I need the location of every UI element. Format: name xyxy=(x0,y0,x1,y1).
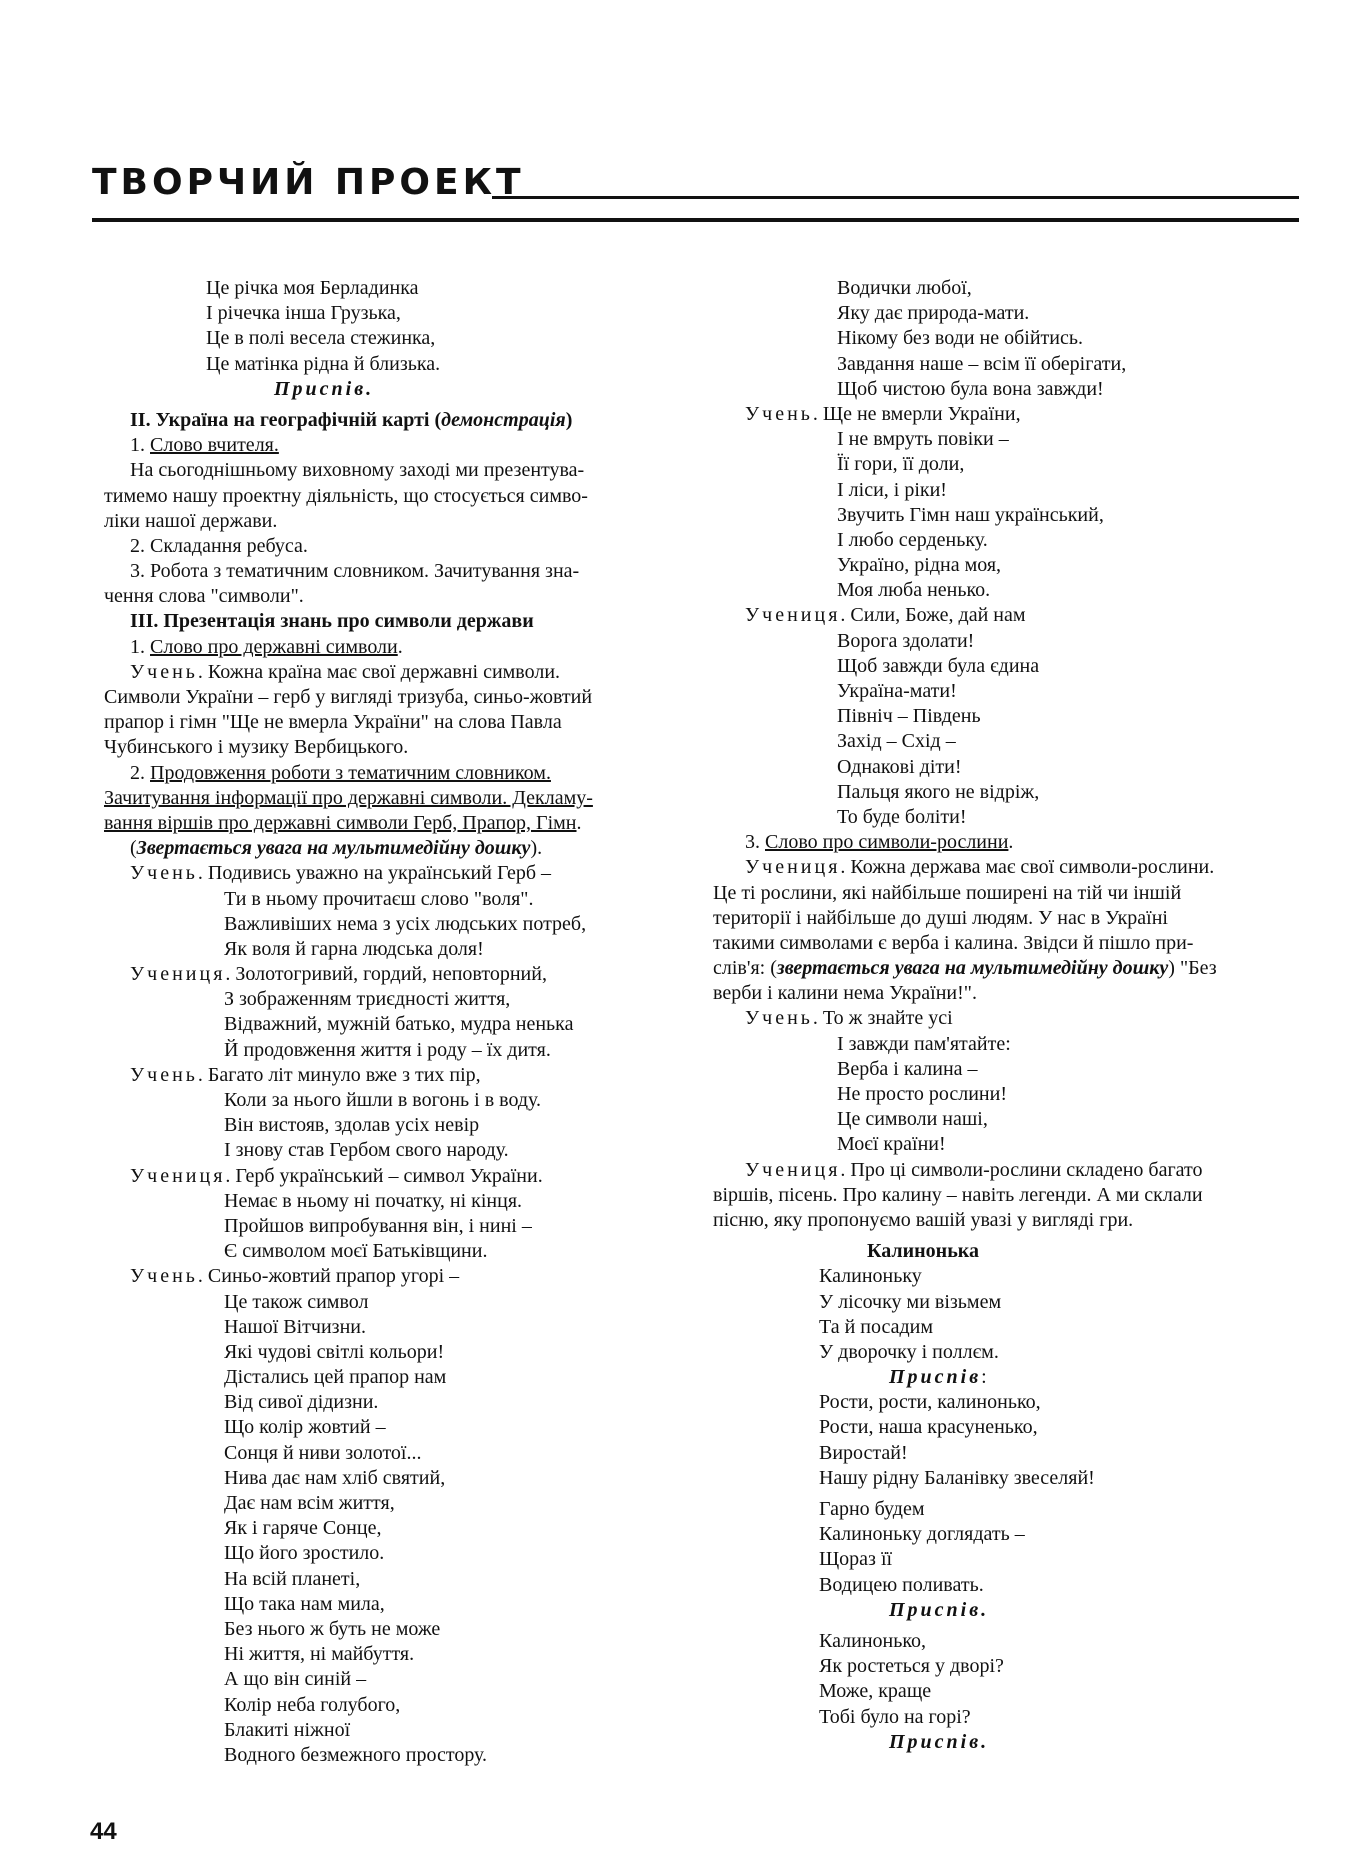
text-run: Верба і калина – xyxy=(837,1057,978,1080)
text-run: Україна-мати! xyxy=(837,680,957,702)
text-line xyxy=(745,1315,1295,1340)
text-line xyxy=(745,1239,1295,1264)
page-header xyxy=(92,160,1299,230)
text-run: Що така нам мила, xyxy=(224,1592,385,1615)
text-run: . Кожна держава має свої символи-рослини. xyxy=(840,856,1215,879)
text-line xyxy=(745,503,1295,528)
text-run: Слово вчителя. xyxy=(150,434,279,457)
text-run: І річечка інша Грузька, xyxy=(206,302,401,325)
text-run: . Багато літ минуло вже з тих пір, xyxy=(197,1063,481,1086)
text-run: Слово про символи-рослини xyxy=(765,831,1009,854)
text-line xyxy=(745,1547,1295,1572)
text-run: Не просто рослини! xyxy=(837,1083,1007,1105)
text-run: 1. xyxy=(130,635,150,658)
text-run: . Ще не вмерли України, xyxy=(812,402,1021,425)
text-line xyxy=(745,1415,1295,1440)
text-line xyxy=(745,1365,1295,1390)
text-run: Рости, наша красуненько, xyxy=(819,1416,1038,1439)
text-run: . Золотогривий, гордий, неповторний, xyxy=(225,963,547,986)
text-run: Учень xyxy=(745,402,813,425)
text-line xyxy=(130,377,680,402)
text-line xyxy=(130,1189,680,1214)
header-rule-thin xyxy=(492,196,1299,199)
text-line xyxy=(745,1107,1295,1132)
text-run: вання віршів про державні символи Герб, Прапор, Гімн xyxy=(104,811,577,834)
text-run: Учениця xyxy=(745,1158,841,1181)
text-line xyxy=(104,786,680,811)
text-line xyxy=(130,1693,680,1718)
text-run: Північ – Південь xyxy=(837,705,981,728)
text-run: ( xyxy=(130,837,137,860)
text-run: Нікому без води не обійтись. xyxy=(837,327,1083,350)
text-line xyxy=(745,1290,1295,1315)
text-run: ). xyxy=(530,837,543,860)
text-line xyxy=(713,1208,1295,1233)
text-line xyxy=(745,326,1295,351)
text-run: Ні життя, ні майбуття. xyxy=(224,1643,415,1666)
text-line xyxy=(745,654,1295,679)
text-line xyxy=(130,887,680,912)
text-run: Щораз її xyxy=(819,1548,893,1571)
text-run: Це в полі весела стежинка, xyxy=(206,327,436,350)
text-line xyxy=(130,1466,680,1491)
text-line xyxy=(130,276,680,301)
text-run: Це матінка рідна й близька. xyxy=(206,352,441,375)
text-run: Водички любої, xyxy=(837,277,972,299)
text-line xyxy=(130,1340,680,1365)
text-run: У лісочку ми візьмем xyxy=(819,1290,1002,1313)
text-run: Дістались цей прапор нам xyxy=(224,1366,447,1389)
text-run: такими символами є верба і калина. Звідси й пішло при- xyxy=(713,931,1194,954)
text-line xyxy=(130,1088,680,1113)
text-line xyxy=(130,635,680,660)
text-run: Учень xyxy=(130,862,198,885)
text-line xyxy=(745,578,1295,603)
text-run: віршів, пісень. Про калину – навіть легенди. А ми склали xyxy=(713,1183,1203,1206)
text-line xyxy=(745,1522,1295,1547)
text-run: І любо серденьку. xyxy=(837,528,988,551)
text-line xyxy=(745,1082,1295,1107)
text-line xyxy=(745,1705,1295,1730)
text-line xyxy=(130,761,680,786)
text-line xyxy=(745,301,1295,326)
text-line xyxy=(130,1567,680,1592)
text-run: Це ті рослини, які найбільше поширені на тій чи іншій xyxy=(713,881,1182,904)
section-title: ТВОРЧИЙ ПРОЕКТ xyxy=(92,162,525,203)
text-run: . То ж знайте усі xyxy=(812,1007,953,1030)
text-run: ) xyxy=(565,408,573,431)
text-run: Як і гаряче Сонце, xyxy=(224,1517,382,1540)
text-line xyxy=(745,1006,1295,1031)
text-line xyxy=(713,956,1295,981)
text-run: Відважний, мужній батько, мудра ненька xyxy=(224,1013,574,1036)
text-run: Це річка моя Берладинка xyxy=(206,277,419,299)
text-line xyxy=(745,1497,1295,1522)
text-run: 2. xyxy=(130,761,150,784)
text-run: У дворочку і поллєм. xyxy=(819,1340,999,1363)
text-line xyxy=(104,811,680,836)
text-line xyxy=(130,609,680,634)
text-line xyxy=(130,1743,680,1768)
text-line xyxy=(713,931,1295,956)
text-line xyxy=(130,1038,680,1063)
text-run: Пальця якого не відріж, xyxy=(837,780,1040,803)
text-line xyxy=(130,1214,680,1239)
text-line xyxy=(745,427,1295,452)
text-run: Учень xyxy=(745,1007,813,1030)
text-line xyxy=(745,830,1295,855)
text-line xyxy=(130,1592,680,1617)
text-run: На сьогоднішньому виховному заході ми презентува- xyxy=(130,459,585,482)
text-line xyxy=(104,710,680,735)
text-run: Захід – Схід – xyxy=(837,730,956,753)
text-run: Пройшов випробування він, і нині – xyxy=(224,1214,532,1237)
text-run: . xyxy=(576,811,582,834)
right-column xyxy=(713,276,1295,1755)
text-run: 3. Робота з тематичним словником. Зачитування зна- xyxy=(130,560,580,583)
text-line xyxy=(104,735,680,760)
text-run: І ліси, і ріки! xyxy=(837,478,947,501)
text-run: . Про ці символи-рослини складено багато xyxy=(840,1158,1203,1181)
text-run: Нива дає нам хліб святий, xyxy=(224,1466,446,1489)
text-line xyxy=(130,1617,680,1642)
text-line xyxy=(130,660,680,685)
text-run: демонстрація xyxy=(441,408,566,431)
text-run: звертається увага на мультимедійну дошку xyxy=(776,957,1169,980)
text-run: Що його зростило. xyxy=(224,1542,385,1565)
text-run: Символи України – герб у вигляді тризуба, синьо-жовтий xyxy=(104,686,593,708)
text-run: І не вмруть повіки – xyxy=(837,428,1009,451)
text-run: Приспів xyxy=(889,1366,982,1389)
text-run: Приспів. xyxy=(274,377,375,400)
text-run: Учень xyxy=(130,1063,198,1086)
text-run: На всій планеті, xyxy=(224,1567,361,1590)
text-run: ) "Без xyxy=(1168,957,1217,980)
text-line xyxy=(130,1290,680,1315)
text-run: Виростай! xyxy=(819,1441,908,1464)
text-run: Її гори, її доли, xyxy=(837,453,965,476)
text-run: . Синьо-жовтий прапор угорі – xyxy=(197,1265,460,1288)
text-run: То буде боліти! xyxy=(837,805,967,828)
text-line xyxy=(745,855,1295,880)
text-line xyxy=(745,1264,1295,1289)
text-run: Колір неба голубого, xyxy=(224,1693,401,1716)
text-line xyxy=(745,755,1295,780)
text-run: Й продовження життя і роду – їх дитя. xyxy=(224,1038,551,1061)
text-run: ІІ. Україна на географічній карті ( xyxy=(130,408,442,431)
text-run: Може, краще xyxy=(819,1680,932,1703)
text-line xyxy=(130,1113,680,1138)
text-run: Звучить Гімн наш український, xyxy=(837,503,1104,526)
text-run: Сонця й ниви золотої... xyxy=(224,1441,422,1464)
left-column xyxy=(104,276,680,1768)
text-run: Нашу рідну Баланівку звеселяй! xyxy=(819,1466,1095,1489)
text-run: Приспів. xyxy=(889,1598,990,1621)
text-run: Учень xyxy=(130,1265,198,1288)
text-line xyxy=(130,1264,680,1289)
text-run: Водного безмежного простору. xyxy=(224,1743,488,1766)
text-run: Учениця xyxy=(745,856,841,879)
text-run: Та й посадим xyxy=(819,1315,934,1338)
text-run: Учень xyxy=(130,660,198,683)
text-line xyxy=(745,553,1295,578)
text-line xyxy=(130,1718,680,1743)
text-line xyxy=(130,1138,680,1163)
text-run: Як ростеться у дворі? xyxy=(819,1655,1004,1678)
text-line xyxy=(130,1642,680,1667)
text-run: Продовження роботи з тематичним словником. xyxy=(150,761,551,784)
text-line xyxy=(745,1466,1295,1491)
text-line xyxy=(745,377,1295,402)
text-run: . Сили, Боже, дай нам xyxy=(840,604,1026,627)
text-run: Без нього ж буть не може xyxy=(224,1617,441,1640)
text-line xyxy=(745,452,1295,477)
text-run: Калиноньку доглядать – xyxy=(819,1523,1025,1546)
text-run: Ти в ньому прочитаєш слово "воля". xyxy=(224,887,534,910)
text-line xyxy=(745,1158,1295,1183)
text-line xyxy=(130,1516,680,1541)
text-line xyxy=(130,301,680,326)
text-line xyxy=(130,534,680,559)
text-line xyxy=(713,1183,1295,1208)
text-run: Калинонько, xyxy=(819,1629,927,1652)
text-run: Коли за нього йшли в вогонь і в воду. xyxy=(224,1089,542,1111)
text-line xyxy=(130,433,680,458)
text-run: Приспів. xyxy=(889,1730,990,1753)
text-run: . xyxy=(397,635,403,658)
text-run: . Подивись уважно на український Герб – xyxy=(197,862,552,885)
text-line xyxy=(745,1132,1295,1157)
text-line xyxy=(130,937,680,962)
text-line xyxy=(130,326,680,351)
text-line xyxy=(713,881,1295,906)
text-run: Яку дає природа-мати. xyxy=(837,302,1030,325)
text-run: З зображенням триєдності життя, xyxy=(224,988,511,1011)
text-line xyxy=(130,1441,680,1466)
text-run: чення слова "символи". xyxy=(104,585,304,608)
text-run: Це також символ xyxy=(224,1290,369,1313)
text-run: Водицею поливать. xyxy=(819,1573,984,1596)
text-run: ІІІ. Презентація знань про символи держави xyxy=(130,610,534,633)
text-run: І завжди пам'ятайте: xyxy=(837,1032,1011,1055)
text-run: Моєї країни! xyxy=(837,1133,946,1156)
text-run: Учениця xyxy=(130,1164,226,1187)
text-line xyxy=(130,836,680,861)
text-run: . xyxy=(1008,831,1014,854)
text-line xyxy=(130,861,680,886)
text-run: Україно, рідна моя, xyxy=(837,554,1002,577)
text-run: території і найбільше до душі людям. У нас в Україні xyxy=(713,906,1168,929)
text-line xyxy=(130,1541,680,1566)
text-run: Зачитування інформації про державні символи. Декламу- xyxy=(104,786,593,809)
text-run: Від сивої дідизни. xyxy=(224,1391,379,1414)
text-line xyxy=(745,1032,1295,1057)
text-run: слів'я: ( xyxy=(713,957,777,980)
text-line xyxy=(745,780,1295,805)
text-line xyxy=(745,1340,1295,1365)
text-run: Нашої Вітчизни. xyxy=(224,1315,366,1338)
text-run: 2. Складання ребуса. xyxy=(130,534,308,557)
text-run: Учениця xyxy=(745,604,841,627)
text-line xyxy=(130,1315,680,1340)
text-run: Ворога здолати! xyxy=(837,629,975,652)
text-line xyxy=(130,1164,680,1189)
text-line xyxy=(130,1239,680,1264)
text-run: Щоб завжди була єдина xyxy=(837,654,1040,677)
text-line xyxy=(130,987,680,1012)
text-line xyxy=(745,528,1295,553)
text-run: . Герб український – символ України. xyxy=(225,1164,543,1187)
text-line xyxy=(745,603,1295,628)
text-run: 3. xyxy=(745,831,765,854)
text-line xyxy=(745,1573,1295,1598)
text-line xyxy=(745,1441,1295,1466)
text-line xyxy=(745,1629,1295,1654)
text-line xyxy=(745,1390,1295,1415)
text-run: Моя люба ненько. xyxy=(837,579,991,602)
text-run: І знову став Гербом свого народу. xyxy=(224,1139,509,1162)
text-run: Немає в ньому ні початку, ні кінця. xyxy=(224,1189,523,1212)
text-run: Однакові діти! xyxy=(837,755,962,778)
text-line xyxy=(745,1057,1295,1082)
text-line xyxy=(745,478,1295,503)
text-run: пісню, яку пропонуємо вашій увазі у вигляді гри. xyxy=(713,1208,1134,1231)
text-run: Це символи наші, xyxy=(837,1108,988,1131)
text-run: Рости, рости, калинонько, xyxy=(819,1391,1041,1414)
text-run: Учениця xyxy=(130,963,226,986)
text-line xyxy=(713,906,1295,931)
text-run: Щоб чистою була вона завжди! xyxy=(837,377,1104,400)
text-line xyxy=(130,912,680,937)
text-run: Як воля й гарна людська доля! xyxy=(224,937,484,960)
text-run: Дає нам всім життя, xyxy=(224,1492,395,1514)
text-line xyxy=(130,962,680,987)
text-line xyxy=(745,1679,1295,1704)
text-run: Завдання наше – всім її оберігати, xyxy=(837,352,1127,375)
text-run: Калиноньку xyxy=(819,1265,922,1288)
header-rule-thick xyxy=(92,218,1299,222)
text-line xyxy=(130,1415,680,1440)
text-line xyxy=(745,1730,1295,1755)
text-line xyxy=(745,276,1295,301)
text-run: : xyxy=(981,1366,987,1389)
text-run: прапор і гімн "Ще не вмерла України" на слова Павла xyxy=(104,711,562,734)
text-run: Є символом моєї Батьківщини. xyxy=(224,1240,488,1263)
text-line xyxy=(745,729,1295,754)
text-run: Тобі було на горі? xyxy=(819,1705,971,1728)
text-run: Слово про державні символи xyxy=(150,635,398,658)
text-line xyxy=(130,1667,680,1692)
text-run: Що колір жовтий – xyxy=(224,1416,386,1439)
text-run: . Кожна країна має свої державні символи. xyxy=(197,660,561,683)
text-line xyxy=(745,1654,1295,1679)
text-run: ліки нашої держави. xyxy=(104,509,278,532)
text-run: Які чудові світлі кольори! xyxy=(224,1340,445,1363)
page-number: 44 xyxy=(90,1818,117,1845)
text-line xyxy=(713,981,1295,1006)
text-line xyxy=(104,484,680,509)
text-line xyxy=(130,1491,680,1516)
text-line xyxy=(745,352,1295,377)
text-line xyxy=(130,352,680,377)
text-line xyxy=(104,584,680,609)
text-line xyxy=(745,704,1295,729)
text-run: Блакиті ніжної xyxy=(224,1718,351,1741)
text-line xyxy=(130,559,680,584)
text-run: Гарно будем xyxy=(819,1498,925,1520)
text-line xyxy=(745,805,1295,830)
text-run: верби і калини нема України!". xyxy=(713,982,977,1005)
text-line xyxy=(130,1012,680,1037)
text-run: 1. xyxy=(130,434,150,457)
text-line xyxy=(745,679,1295,704)
text-line xyxy=(745,1598,1295,1623)
text-line xyxy=(130,458,680,483)
text-line xyxy=(104,509,680,534)
text-line xyxy=(130,1365,680,1390)
text-line xyxy=(745,629,1295,654)
text-run: Він вистояв, здолав усіх невір xyxy=(224,1114,480,1137)
text-run: Важливіших нема з усіх людських потреб, xyxy=(224,912,587,935)
text-line xyxy=(130,1063,680,1088)
text-run: Калинонька xyxy=(867,1240,980,1263)
text-run: А що він синій – xyxy=(224,1668,367,1691)
text-line xyxy=(130,1390,680,1415)
text-run: Звертається увага на мультимедійну дошку xyxy=(136,837,531,860)
text-line xyxy=(130,408,680,433)
text-line xyxy=(104,685,680,710)
text-line xyxy=(745,402,1295,427)
text-run: тимемо нашу проектну діяльність, що стосується симво- xyxy=(104,484,588,507)
text-run: Чубинського і музику Вербицького. xyxy=(104,736,409,759)
